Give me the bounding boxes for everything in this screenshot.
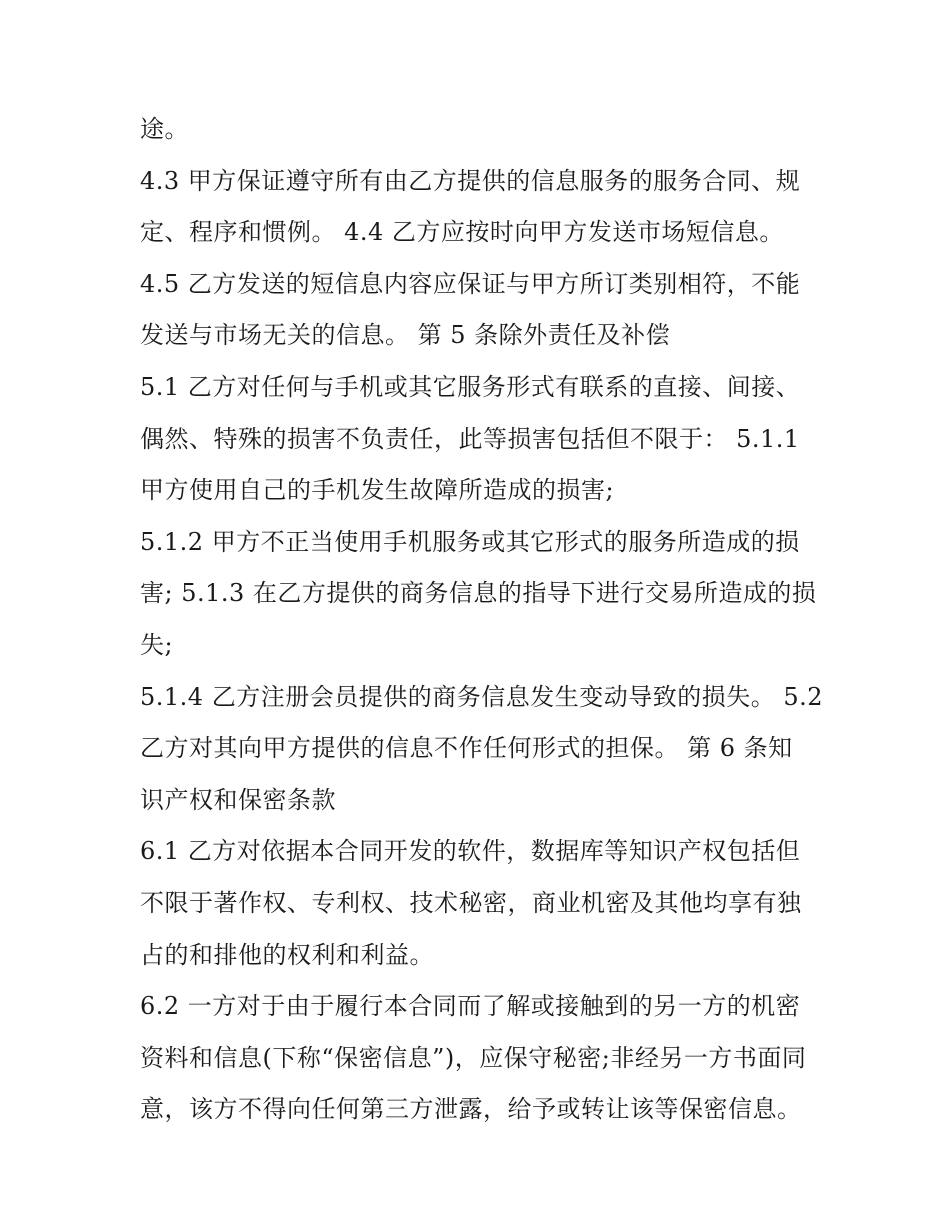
text-line: 5.1 乙方对任何与手机或其它服务形式有联系的直接、间接、 (140, 372, 801, 401)
text-line: 6.1 乙方对依据本合同开发的软件，数据库等知识产权包括但 (140, 837, 801, 866)
text-line: 乙方对其向甲方提供的信息不作任何形式的担保。 第 6 条知 (140, 734, 793, 763)
text-line: 意，该方不得向任何第三方泄露，给予或转让该等保密信息。 (140, 1095, 802, 1124)
text-line: 资料和信息(下称“保密信息”)，应保守秘密;非经另一方书面同 (140, 1043, 807, 1072)
text-line: 占的和排他的权利和利益。 (140, 940, 434, 969)
text-line: 定、程序和惯例。 4.4 乙方应按时向甲方发送市场短信息。 (140, 218, 784, 247)
text-line: 害; 5.1.3 在乙方提供的商务信息的指导下进行交易所造成的损 (140, 579, 817, 608)
text-line: 途。 (140, 115, 189, 143)
text-line: 发送与市场无关的信息。 第 5 条除外责任及补偿 (140, 321, 671, 350)
text-line: 识产权和保密条款 (140, 785, 336, 814)
text-line: 4.5 乙方发送的短信息内容应保证与甲方所订类别相符，不能 (140, 269, 801, 298)
text-line: 5.1.4 乙方注册会员提供的商务信息发生变动导致的损失。 5.2 (140, 682, 823, 711)
text-line: 4.3 甲方保证遵守所有由乙方提供的信息服务的服务合同、规 (140, 166, 801, 195)
text-line: 甲方使用自己的手机发生故障所造成的损害; (140, 476, 615, 505)
text-line: 失; (140, 630, 174, 659)
text-line: 偶然、特殊的损害不负责任，此等损害包括但不限于： 5.1.1 (140, 424, 800, 453)
text-line: 5.1.2 甲方不正当使用手机服务或其它形式的服务所造成的损 (140, 527, 800, 556)
document-body (140, 104, 823, 1136)
text-line: 6.2 一方对于由于履行本合同而了解或接触到的另一方的机密 (140, 992, 801, 1021)
text-line: 不限于著作权、专利权、技术秘密，商业机密及其他均享有独 (140, 888, 802, 917)
